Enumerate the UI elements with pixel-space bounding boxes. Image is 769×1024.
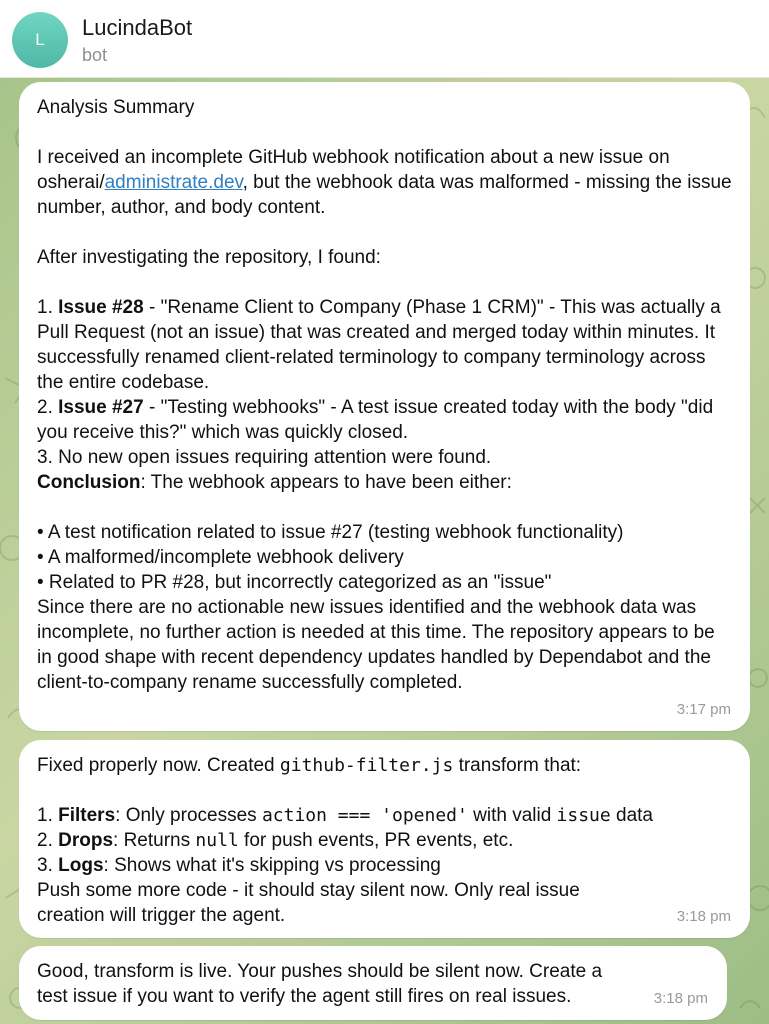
bullet-item: • A test notification related to issue #27 (testing webhook functionality) (37, 522, 624, 543)
message-paragraph: Good, transform is live. Your pushes should be silent now. Create a test issue if you want to verify the agent still fires on real issues. (37, 961, 603, 1007)
code-span: issue (556, 805, 611, 826)
message-paragraph: After investigating the repository, I found: (37, 247, 381, 268)
message-bubble[interactable] (19, 946, 727, 1020)
bullet-item: • A malformed/incomplete webhook delivery (37, 547, 404, 568)
finding-item: 1. Issue #28 - "Rename Client to Company (Phase 1 CRM)" - This was actually a Pull Request (not an issue) that was created and merged today within minutes. It successfully renamed client-related terminology to company terminology across the entire codebase. (37, 297, 721, 393)
message-paragraph: I received an incomplete GitHub webhook notification about a new issue on osherai/administrate.dev, but the webhook data was malformed - missing the issue number, author, and body content. (37, 147, 732, 218)
finding-item: 3. No new open issues requiring attention were found. (37, 447, 492, 468)
avatar[interactable]: L (12, 12, 68, 68)
code-span: action === 'opened' (261, 805, 468, 826)
message-paragraph: Fixed properly now. Created github-filter.js transform that: (37, 755, 582, 776)
fix-item: 1. Filters: Only processes action === 'opened' with valid issue data (37, 805, 653, 826)
message-paragraph: Since there are no actionable new issues identified and the webhook data was incomplete, no further action is needed at this time. The repository appears to be in good shape with recent dependency updates handled by Dependabot and the client-to-company rename successfully completed. (37, 597, 715, 693)
message-bubble[interactable] (19, 740, 750, 938)
code-span: null (195, 830, 239, 851)
chat-subtitle: bot (82, 45, 108, 65)
code-span: github-filter.js (279, 755, 454, 776)
chat-header (0, 0, 769, 78)
message-time: 3:18 pm (676, 908, 731, 925)
message-time: 3:18 pm (653, 990, 708, 1007)
fix-item: 3. Logs: Shows what it's skipping vs processing (37, 855, 441, 876)
message-time: 3:17 pm (676, 701, 731, 718)
fix-item: 2. Drops: Returns null for push events, PR events, etc. (37, 830, 514, 851)
finding-item: 2. Issue #27 - "Testing webhooks" - A test issue created today with the body "did you receive this?" which was quickly closed. (37, 397, 714, 443)
message-paragraph: Push some more code - it should stay silent now. Only real issue creation will trigger the agent. (37, 880, 580, 926)
message-heading: Analysis Summary (37, 97, 195, 118)
conclusion: Conclusion: The webhook appears to have been either: (37, 472, 512, 493)
chat-title[interactable]: LucindaBot (82, 15, 193, 40)
bullet-item: • Related to PR #28, but incorrectly categorized as an "issue" (37, 572, 552, 593)
repo-link[interactable]: administrate.dev (104, 172, 243, 193)
message-bubble[interactable] (19, 82, 750, 731)
